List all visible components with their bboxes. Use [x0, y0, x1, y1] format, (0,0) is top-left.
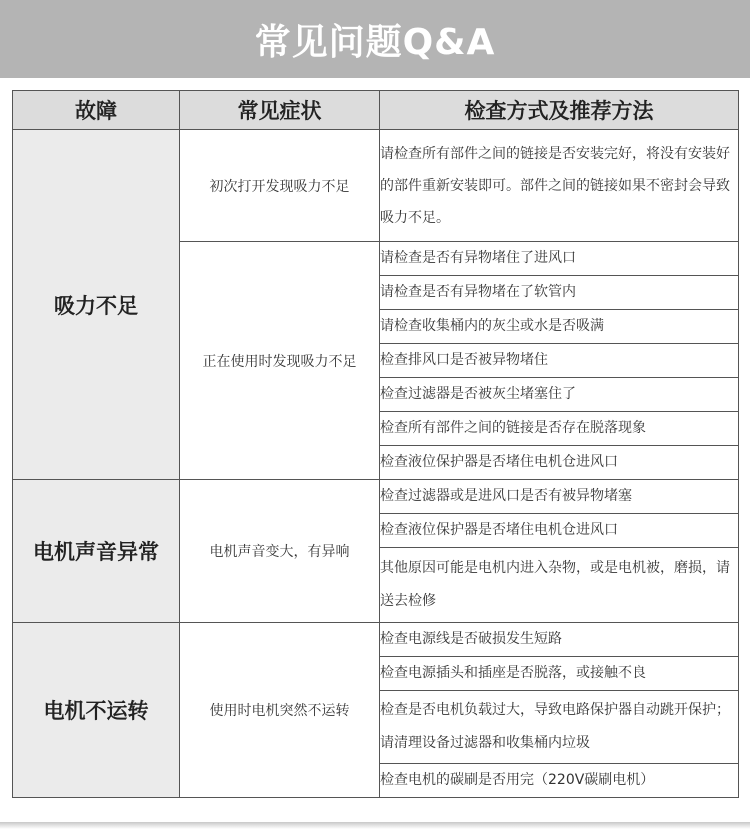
method-cell: 请检查是否有异物堵住了进风口	[380, 242, 739, 276]
page-header	[0, 0, 750, 78]
method-cell: 请检查是否有异物堵在了软管内	[380, 276, 739, 310]
bottom-divider	[0, 822, 750, 829]
method-cell: 其他原因可能是电机内进入杂物，或是电机被，磨损，请送去检修	[380, 548, 739, 623]
method-cell: 请检查所有部件之间的链接是否安装完好，将没有安装好的部件重新安装即可。部件之间的链接如果不密封会导致吸力不足。	[380, 130, 739, 242]
method-cell: 检查过滤器或是进风口是否有被异物堵塞	[380, 480, 739, 514]
table-row	[13, 623, 739, 657]
table-header-row	[13, 91, 739, 130]
page-title: 常见问题Q&A	[254, 21, 496, 63]
method-cell: 检查液位保护器是否堵住电机仓进风口	[380, 514, 739, 548]
method-cell: 检查排风口是否被异物堵住	[380, 344, 739, 378]
fault-cell: 电机声音异常	[13, 480, 180, 623]
symptom-cell: 初次打开发现吸力不足	[180, 130, 380, 242]
method-cell: 检查电源插头和插座是否脱落，或接触不良	[380, 657, 739, 691]
method-cell: 检查液位保护器是否堵住电机仓进风口	[380, 446, 739, 480]
method-cell: 检查所有部件之间的链接是否存在脱落现象	[380, 412, 739, 446]
fault-cell: 电机不运转	[13, 623, 180, 798]
method-cell: 检查电源线是否破损发生短路	[380, 623, 739, 657]
fault-cell: 吸力不足	[13, 130, 180, 480]
qa-table	[12, 90, 739, 798]
symptom-cell: 使用时电机突然不运转	[180, 623, 380, 798]
method-cell: 检查过滤器是否被灰尘堵塞住了	[380, 378, 739, 412]
table-row	[13, 480, 739, 514]
method-cell: 请检查收集桶内的灰尘或水是否吸满	[380, 310, 739, 344]
symptom-cell: 电机声音变大，有异响	[180, 480, 380, 623]
method-cell: 检查电机的碳刷是否用完（220V碳刷电机）	[380, 764, 739, 798]
column-header-fault: 故障	[13, 91, 180, 130]
column-header-method: 检查方式及推荐方法	[380, 91, 739, 130]
method-cell: 检查是否电机负载过大，导致电路保护器自动跳开保护；请清理设备过滤器和收集桶内垃圾	[380, 691, 739, 764]
column-header-symptom: 常见症状	[180, 91, 380, 130]
symptom-cell: 正在使用时发现吸力不足	[180, 242, 380, 480]
table-row	[13, 130, 739, 242]
